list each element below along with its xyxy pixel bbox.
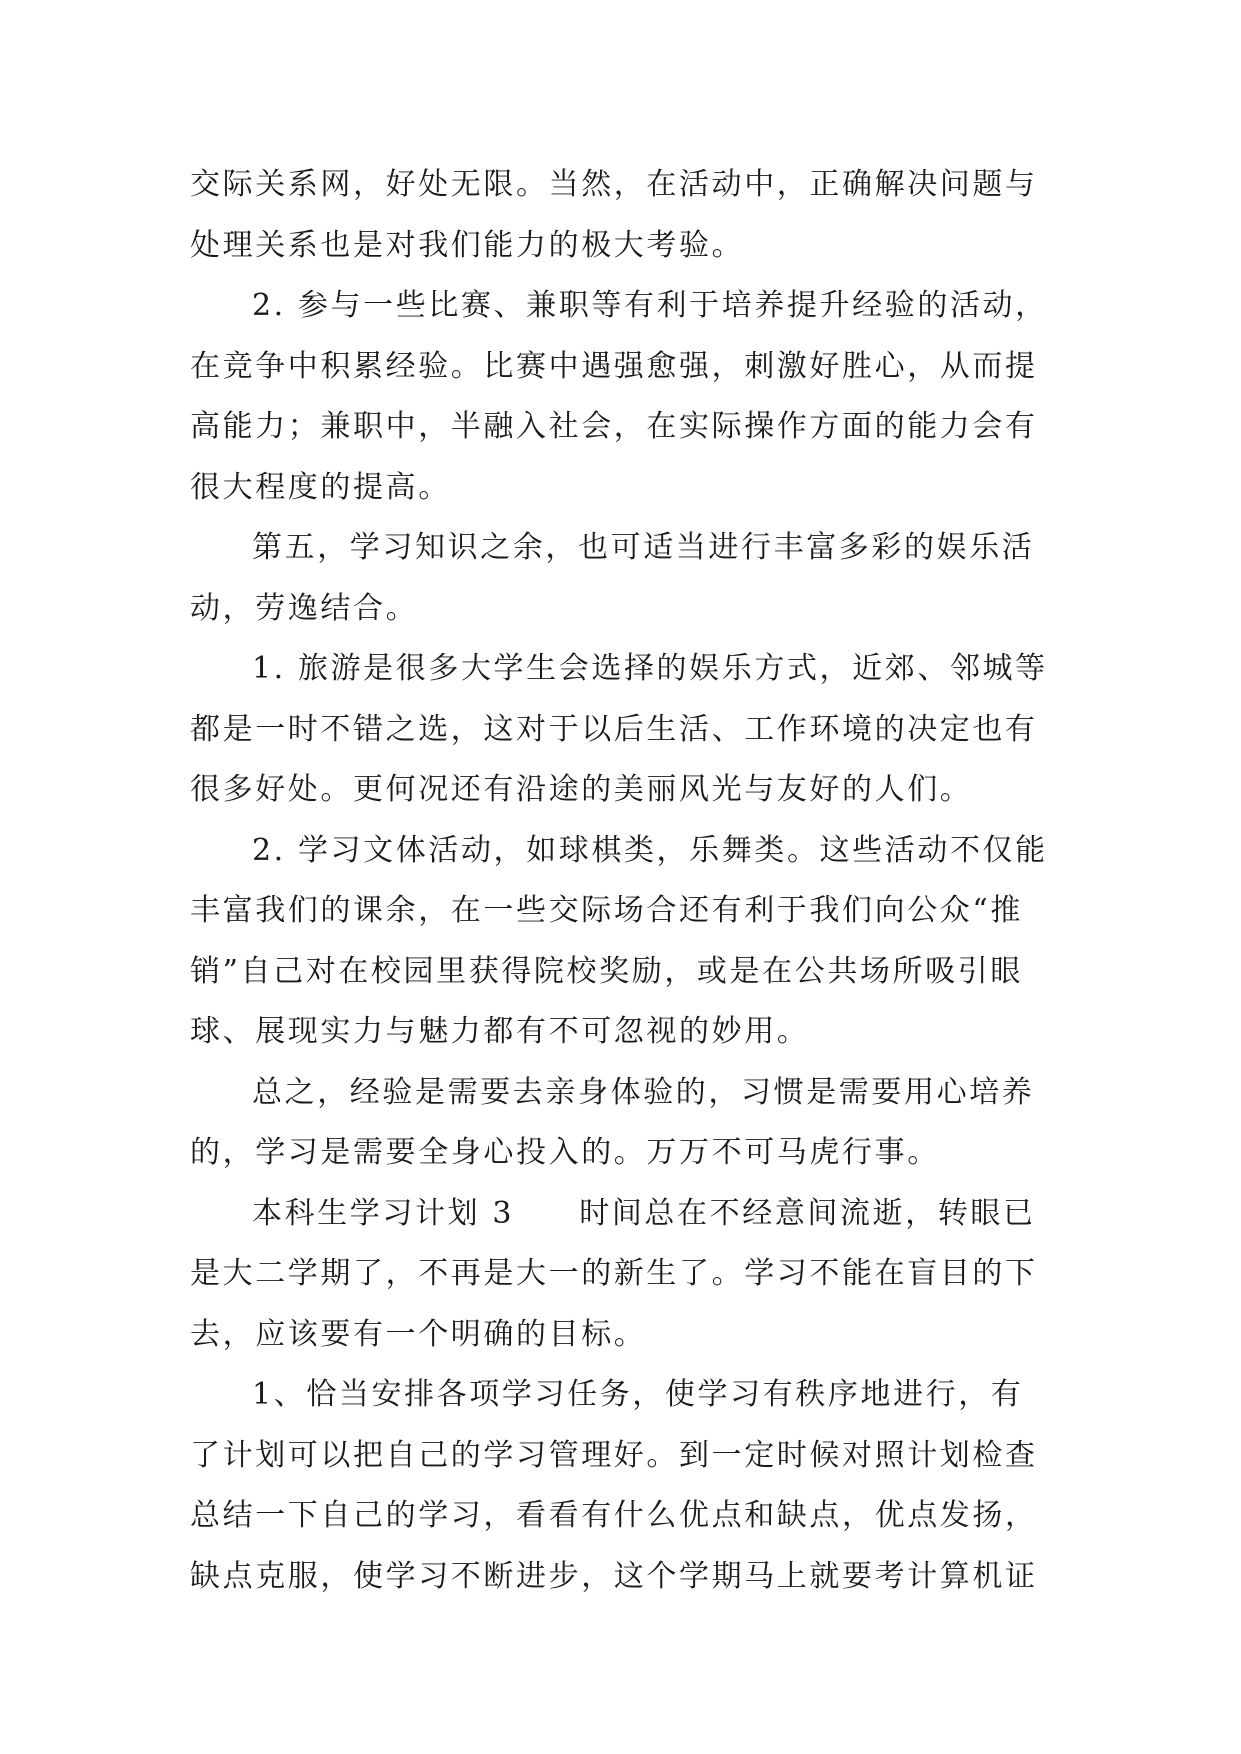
text-line: 缺点克服，使学习不断进步，这个学期马上就要考计算机证 [190,1558,1038,1594]
text-line: 交际关系网，好处无限。当然，在活动中，正确解决问题与 [190,167,1038,202]
text-line: 本科生学习计划 3 时间总在不经意间流逝，转眼已 [252,1195,1036,1231]
text-line: 都是一时不错之选，这对于以后生活、工作环境的决定也有 [190,711,1038,747]
text-line: 丰富我们的课余，在一些交际场合还有利于我们向公众“推 [190,893,1023,928]
text-line: 在竞争中积累经验。比赛中遇强愈强，刺激好胜心，从而提 [190,348,1038,384]
text-line: 去，应该要有一个明确的目标。 [190,1316,647,1352]
text-line: 总之，经验是需要去亲身体验的，习惯是需要用心培养 [252,1074,1035,1110]
text-line: 2. 学习文体活动，如球棋类，乐舞类。这些活动不仅能 [252,832,1048,868]
text-line: 是大二学期了，不再是大一的新生了。学习不能在盲目的下 [190,1256,1038,1291]
text-line: 高能力；兼职中，半融入社会，在实际操作方面的能力会有 [190,409,1038,444]
text-line: 很多好处。更何况还有沿途的美丽风光与友好的人们。 [190,772,973,807]
text-line: 销”自己对在校园里获得院校奖励，或是在公共场所吸引眼 [190,953,1023,989]
text-line: 动，劳逸结合。 [190,590,419,626]
text-line: 1. 旅游是很多大学生会选择的娱乐方式，近郊、邻城等 [252,651,1048,686]
text-line: 很大程度的提高。 [190,469,451,505]
text-line: 了计划可以把自己的学习管理好。到一定时候对照计划检查 [190,1437,1038,1473]
text-line: 处理关系也是对我们能力的极大考验。 [190,227,745,263]
text-line: 第五，学习知识之余，也可适当进行丰富多彩的娱乐活 [252,530,1035,565]
text-line: 的，学习是需要全身心投入的。万万不可马虎行事。 [190,1135,940,1170]
text-line: 2. 参与一些比赛、兼职等有利于培养提升经验的活动， [252,288,1048,323]
document-body [190,155,1060,1607]
text-line: 1、恰当安排各项学习任务，使学习有秩序地进行，有 [252,1377,1024,1412]
text-line: 总结一下自己的学习，看看有什么优点和缺点，优点发扬， [190,1498,1038,1533]
text-line: 球、展现实力与魅力都有不可忽视的妙用。 [190,1014,810,1049]
